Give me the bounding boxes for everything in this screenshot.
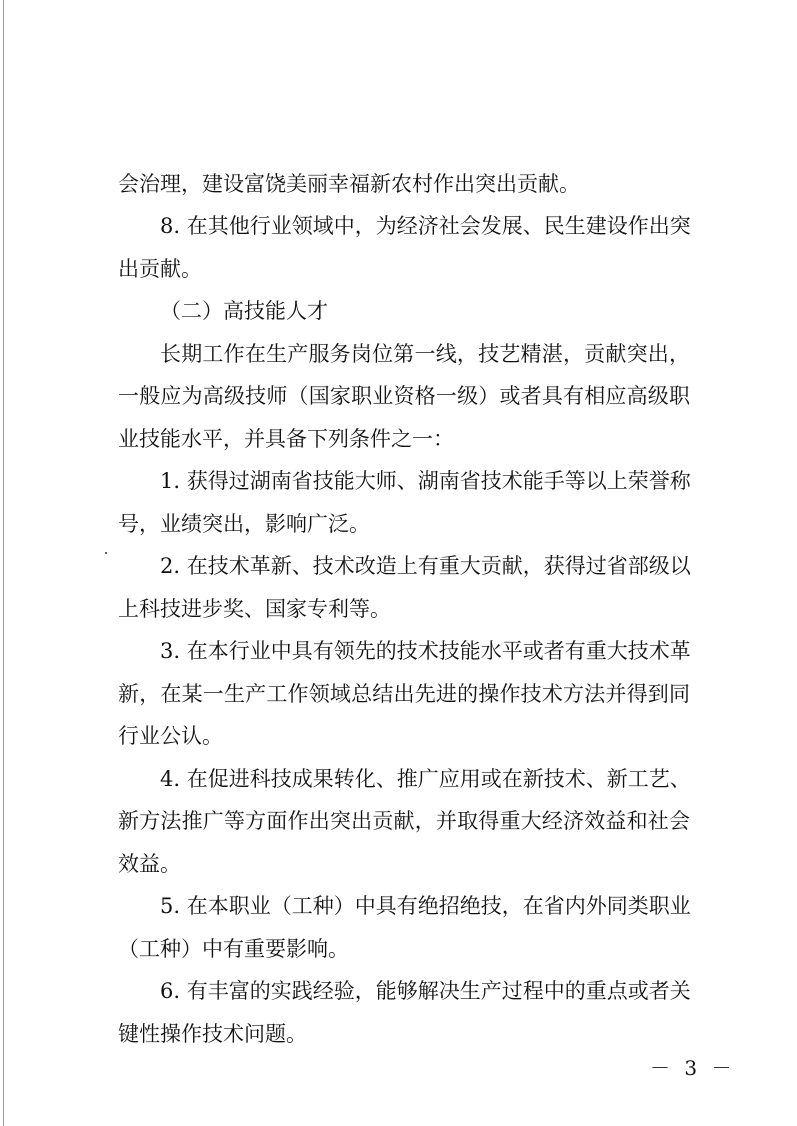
- text-line-14: 行业公认。: [118, 724, 223, 748]
- text-line-18: 5. 在本职业（工种）中具有绝招绝技，在省内外同类职业: [160, 894, 691, 918]
- page-number: － 3 －: [650, 1056, 736, 1080]
- section-heading: （二）高技能人才: [160, 299, 328, 323]
- scan-speck: [105, 552, 107, 554]
- text-line-17: 效益。: [118, 852, 181, 876]
- text-line-21: 键性操作技术问题。: [118, 1022, 307, 1046]
- text-line-1: 会治理，建设富饶美丽幸福新农村作出突出贡献。: [118, 172, 580, 196]
- text-line-10: 2. 在技术革新、技术改造上有重大贡献，获得过省部级以: [160, 554, 691, 578]
- text-line-3: 出贡献。: [118, 257, 202, 281]
- text-line-7: 业技能水平，并具备下列条件之一：: [118, 427, 454, 451]
- text-line-9: 号，业绩突出，影响广泛。: [118, 512, 370, 536]
- text-line-13: 新，在某一生产工作领域总结出先进的操作技术方法并得到同: [118, 682, 690, 706]
- text-line-5: 长期工作在生产服务岗位第一线，技艺精湛，贡献突出，: [160, 342, 690, 366]
- text-line-19: （工种）中有重要影响。: [118, 937, 349, 961]
- text-line-11: 上科技进步奖、国家专利等。: [118, 597, 391, 621]
- text-line-12: 3. 在本行业中具有领先的技术技能水平或者有重大技术革: [160, 639, 691, 663]
- text-line-15: 4. 在促进科技成果转化、推广应用或在新技术、新工艺、: [160, 767, 691, 791]
- text-line-6: 一般应为高级技师（国家职业资格一级）或者具有相应高级职: [118, 384, 690, 408]
- text-line-16: 新方法推广等方面作出突出贡献，并取得重大经济效益和社会: [118, 809, 690, 833]
- text-line-8: 1. 获得过湖南省技能大师、湖南省技术能手等以上荣誉称: [160, 469, 691, 493]
- text-line-20: 6. 有丰富的实践经验，能够解决生产过程中的重点或者关: [160, 979, 691, 1003]
- page-left-edge: [3, 0, 4, 1126]
- text-line-2: 8. 在其他行业领域中，为经济社会发展、民生建设作出突: [160, 214, 691, 238]
